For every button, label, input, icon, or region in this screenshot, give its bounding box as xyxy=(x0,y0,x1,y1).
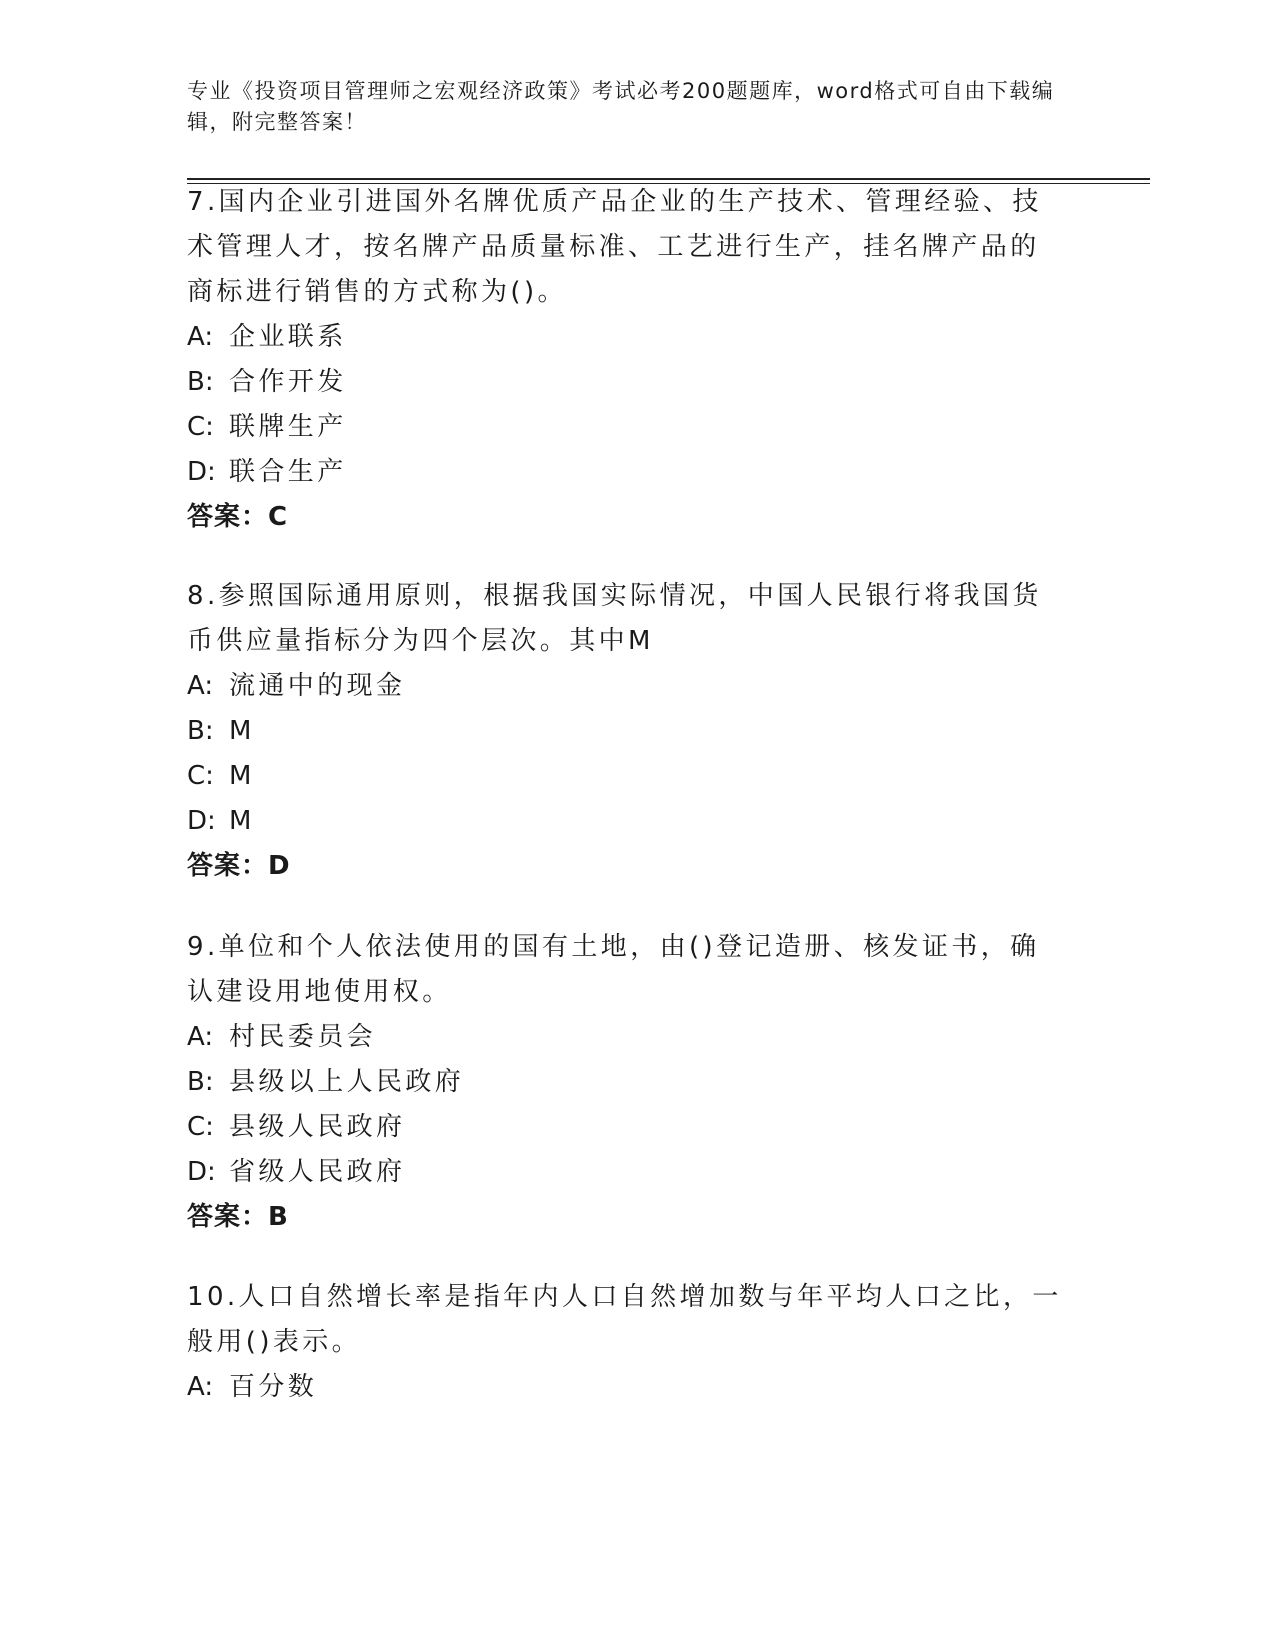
option-letter: A: xyxy=(187,322,214,352)
answer-label: 答案：D xyxy=(187,851,291,881)
option-d xyxy=(187,450,1067,495)
option-text: 省级人民政府 xyxy=(229,1157,406,1187)
option-a xyxy=(187,315,1067,360)
option-letter: B: xyxy=(187,1067,214,1097)
option-text: 合作开发 xyxy=(229,367,347,397)
option-a xyxy=(187,1015,1067,1060)
option-b xyxy=(187,360,1067,405)
option-text: 县级人民政府 xyxy=(229,1112,406,1142)
option-text: M xyxy=(229,716,255,746)
option-d xyxy=(187,1150,1067,1195)
document-header: 专业《投资项目管理师之宏观经济政策》考试必考200题题库，word格式可自由下载编辑，附完整答案！ xyxy=(187,79,1055,134)
option-b xyxy=(187,1060,1067,1105)
option-d xyxy=(187,799,1067,844)
question-stem: 10.人口自然增长率是指年内人口自然增加数与年平均人口之比，一般用()表示。 xyxy=(187,1282,1062,1357)
option-letter: A: xyxy=(187,1372,214,1402)
option-text: 流通中的现金 xyxy=(229,671,406,701)
option-text: 联合生产 xyxy=(229,457,347,487)
option-b xyxy=(187,709,1067,754)
question-10 xyxy=(187,1275,1067,1410)
option-letter: D: xyxy=(187,457,216,487)
question-stem: 8.参照国际通用原则，根据我国实际情况，中国人民银行将我国货币供应量指标分为四个层次。其中M xyxy=(187,581,1042,656)
option-letter: B: xyxy=(187,367,214,397)
option-c xyxy=(187,754,1067,799)
option-text: 百分数 xyxy=(229,1372,318,1402)
option-letter: C: xyxy=(187,761,214,791)
option-text: M xyxy=(229,761,255,791)
question-7 xyxy=(187,180,1067,540)
question-stem: 7.国内企业引进国外名牌优质产品企业的生产技术、管理经验、技术管理人才，按名牌产品质量标准、工艺进行生产，挂名牌产品的商标进行销售的方式称为()。 xyxy=(187,187,1042,307)
option-c xyxy=(187,405,1067,450)
option-a xyxy=(187,1365,1067,1410)
option-text: 县级以上人民政府 xyxy=(229,1067,465,1097)
option-letter: B: xyxy=(187,716,214,746)
option-c xyxy=(187,1105,1067,1150)
option-letter: D: xyxy=(187,806,216,836)
option-letter: C: xyxy=(187,412,214,442)
option-text: 联牌生产 xyxy=(229,412,347,442)
option-letter: A: xyxy=(187,1022,214,1052)
question-stem: 9.单位和个人依法使用的国有土地，由()登记造册、核发证书，确认建设用地使用权。 xyxy=(187,932,1040,1007)
answer-label: 答案：C xyxy=(187,502,289,532)
answer-label: 答案：B xyxy=(187,1202,289,1232)
question-9 xyxy=(187,925,1067,1240)
option-text: M xyxy=(229,806,255,836)
option-letter: A: xyxy=(187,671,214,701)
option-text: 村民委员会 xyxy=(229,1022,377,1052)
question-8 xyxy=(187,574,1067,889)
option-a xyxy=(187,664,1067,709)
option-letter: D: xyxy=(187,1157,216,1187)
option-text: 企业联系 xyxy=(229,322,347,352)
document-page xyxy=(187,0,1147,1650)
option-letter: C: xyxy=(187,1112,214,1142)
